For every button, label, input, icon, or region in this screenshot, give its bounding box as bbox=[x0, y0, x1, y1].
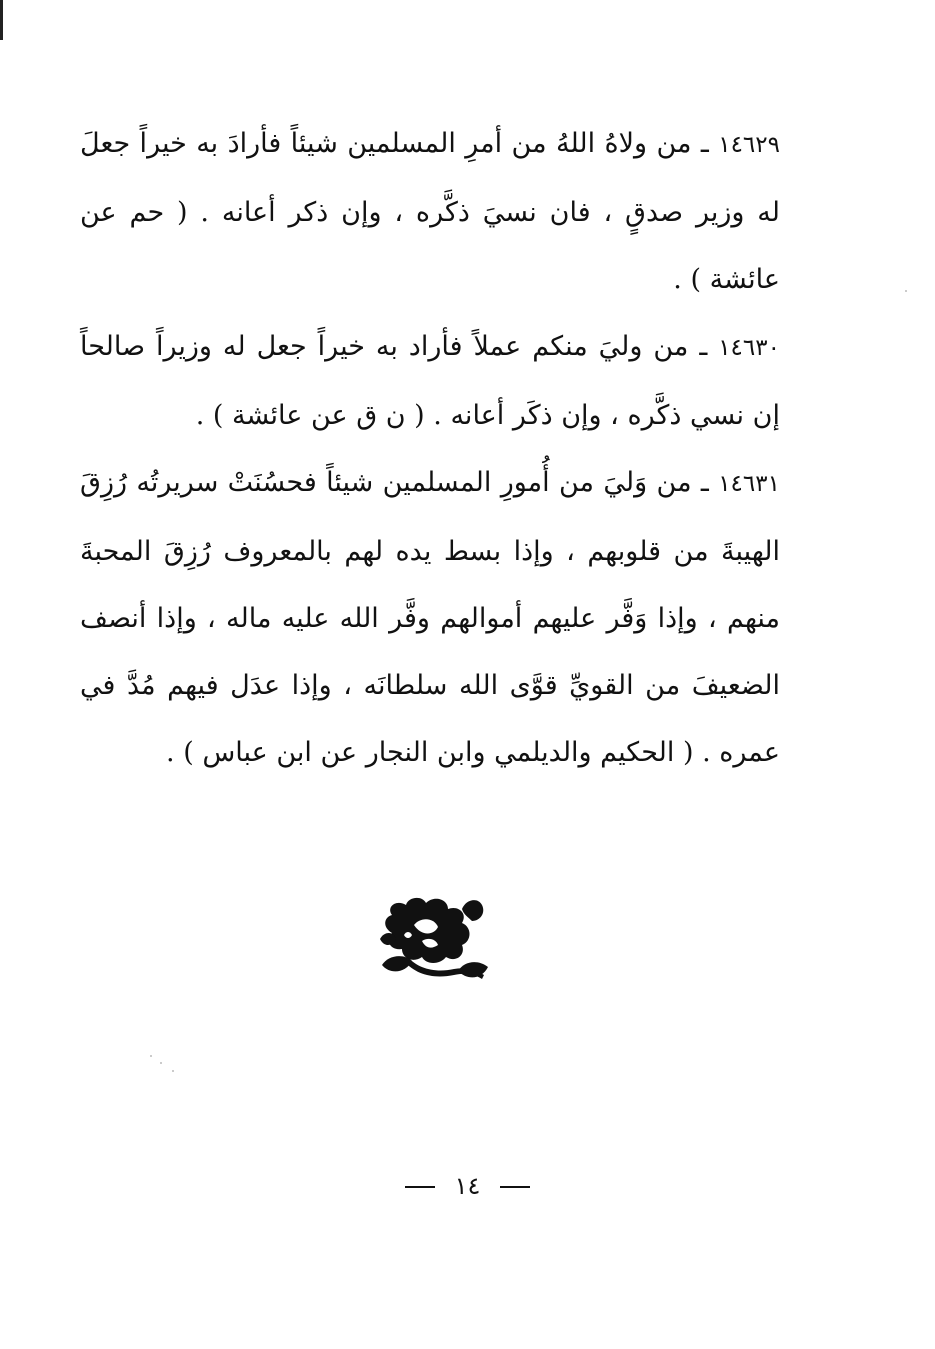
scan-speck bbox=[160, 1062, 162, 1064]
page-number-dash bbox=[405, 1186, 435, 1188]
scan-speck bbox=[172, 1070, 174, 1072]
hadith-number: ١٤٦٢٩ bbox=[718, 132, 780, 158]
flower-ornament-icon bbox=[378, 895, 492, 987]
scan-speck bbox=[905, 290, 907, 292]
hadith-text-block bbox=[80, 110, 780, 786]
scan-speck bbox=[150, 1055, 152, 1057]
hadith-text: ـ من وليَ منكم عملاً فأراد به خيراً جعل له وزيراً صالحاً إن نسي ذكَّره ، وإن ذكَر أعانه . ( ن ق عن عائشة ) . bbox=[80, 331, 780, 431]
hadith-text: ـ من ولاهُ اللهُ من أمرِ المسلمين شيئاً فأرادَ به خيراً جعلَ له وزير صدقٍ ، فان نسيَ ذكَّره ، وإن ذكر أعانه . ( حم عن عائشة ) . bbox=[80, 128, 780, 295]
hadith-paragraph-2 bbox=[80, 313, 780, 449]
hadith-number: ١٤٦٣١ bbox=[718, 471, 780, 497]
hadith-paragraph-1 bbox=[80, 110, 780, 313]
hadith-text: ـ من وَليَ من أُمورِ المسلمين شيئاً فحسُنَتْ سريرتُه رُزِقَ الهيبةَ من قلوبهم ، وإذا بسط يده لهم بالمعروف رُزِقَ المحبةَ منهم ، وإذا وَفَّر عليهم أموالهم وفَّر الله عليه ماله ، وإذا أنصف الضعيفَ من القويِّ قوَّى الله سلطانَه ، وإذا عدَل فيهم مُدَّ في عمره . ( الحكيم والديلمي وابن النجار عن ابن عباس ) . bbox=[80, 467, 781, 768]
page-number-dash bbox=[500, 1186, 530, 1188]
page-number bbox=[0, 1172, 935, 1200]
hadith-paragraph-3 bbox=[80, 449, 780, 786]
scan-edge-mark bbox=[0, 0, 3, 40]
hadith-number: ١٤٦٣٠ bbox=[718, 335, 780, 361]
page-number-value: ١٤ bbox=[454, 1172, 481, 1200]
